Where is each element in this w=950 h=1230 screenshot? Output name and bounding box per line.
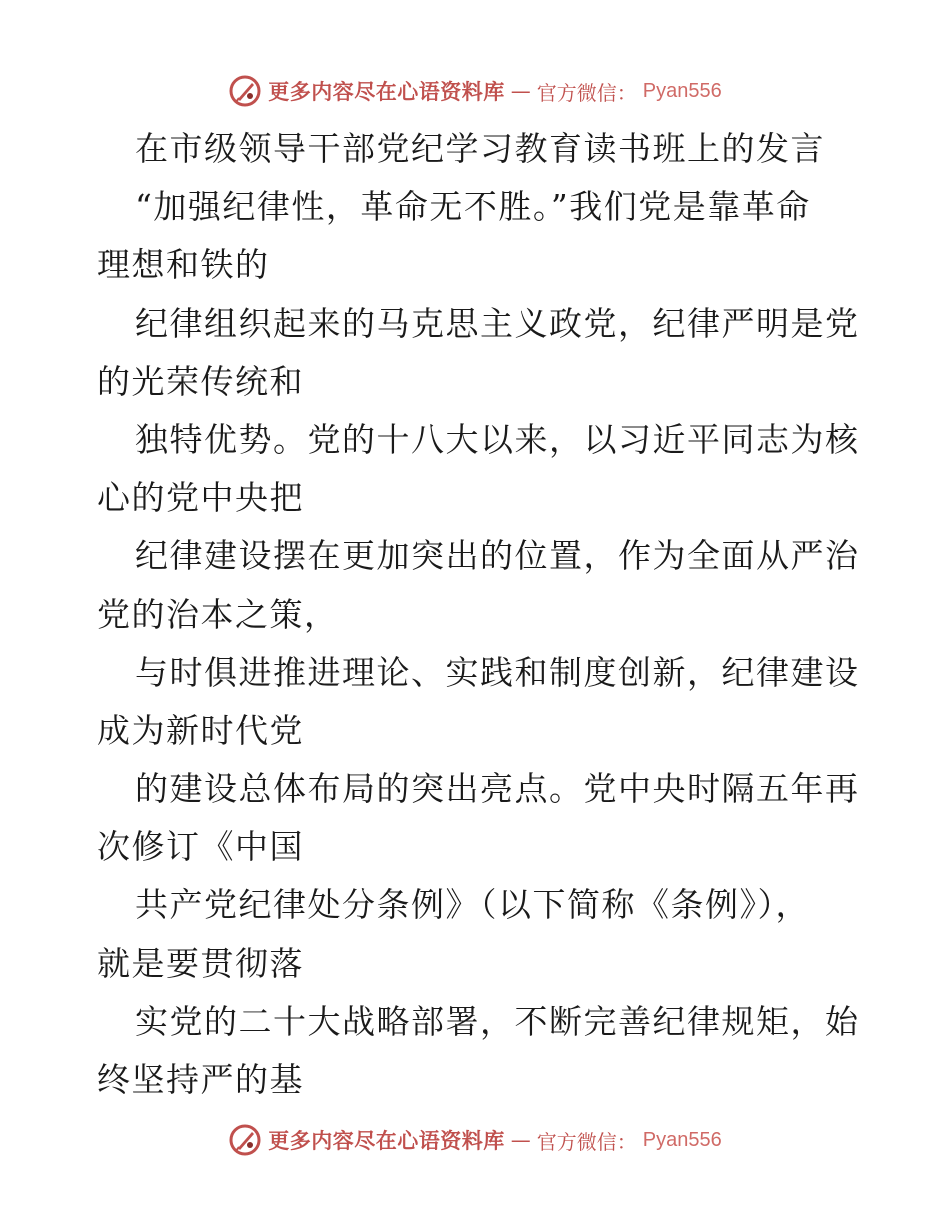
- text-line: 与时俱进推进理论、实践和制度创新，纪律建设: [135, 652, 860, 692]
- text-line: 的光荣传统和: [97, 361, 304, 401]
- watermark-site-text: 更多内容尽在心语资料库: [268, 1128, 505, 1153]
- text-line: 党的治本之策，: [97, 594, 339, 634]
- watermark-separator: —: [510, 79, 531, 103]
- text-line: 终坚持严的基: [97, 1060, 304, 1099]
- text-line: “加强纪律性，革命无不胜。”我们党是靠革命: [135, 187, 811, 227]
- text-line: 成为新时代党: [97, 710, 304, 750]
- watermark-separator: —: [510, 1128, 531, 1152]
- text-line: 实党的二十大战略部署，不断完善纪律规矩，始: [135, 1001, 860, 1041]
- text-line: 心的党中央把: [97, 478, 304, 518]
- header-watermark: [0, 69, 950, 113]
- footer-watermark: [0, 1118, 950, 1162]
- watermark-wechat-label: 官方微信：: [536, 1129, 637, 1154]
- text-line: 的建设总体布局的突出亮点。党中央时隔五年再: [135, 769, 860, 809]
- watermark-wechat-id: Pyan556: [642, 1128, 722, 1151]
- watermark-wechat-id: Pyan556: [642, 79, 722, 102]
- quill-logo-icon: [228, 74, 262, 108]
- watermark-wechat-label: 官方微信：: [536, 80, 637, 105]
- document-body: [97, 120, 860, 1109]
- text-line: 独特优势。党的十八大以来，以习近平同志为核: [135, 419, 860, 459]
- document-title: 在市级领导干部党纪学习教育读书班上的发言: [135, 129, 825, 168]
- quill-logo-icon: [228, 1123, 262, 1157]
- text-line: 纪律组织起来的马克思主义政党，纪律严明是党: [135, 303, 860, 343]
- text-line: 理想和铁的: [97, 245, 270, 285]
- text-line: 纪律建设摆在更加突出的位置，作为全面从严治: [135, 536, 860, 576]
- text-line: 共产党纪律处分条例》（以下简称《条例》），: [135, 885, 810, 925]
- text-line: 就是要贯彻落: [97, 943, 304, 983]
- watermark-site-text: 更多内容尽在心语资料库: [268, 79, 505, 104]
- text-line: 次修订《中国: [97, 827, 304, 867]
